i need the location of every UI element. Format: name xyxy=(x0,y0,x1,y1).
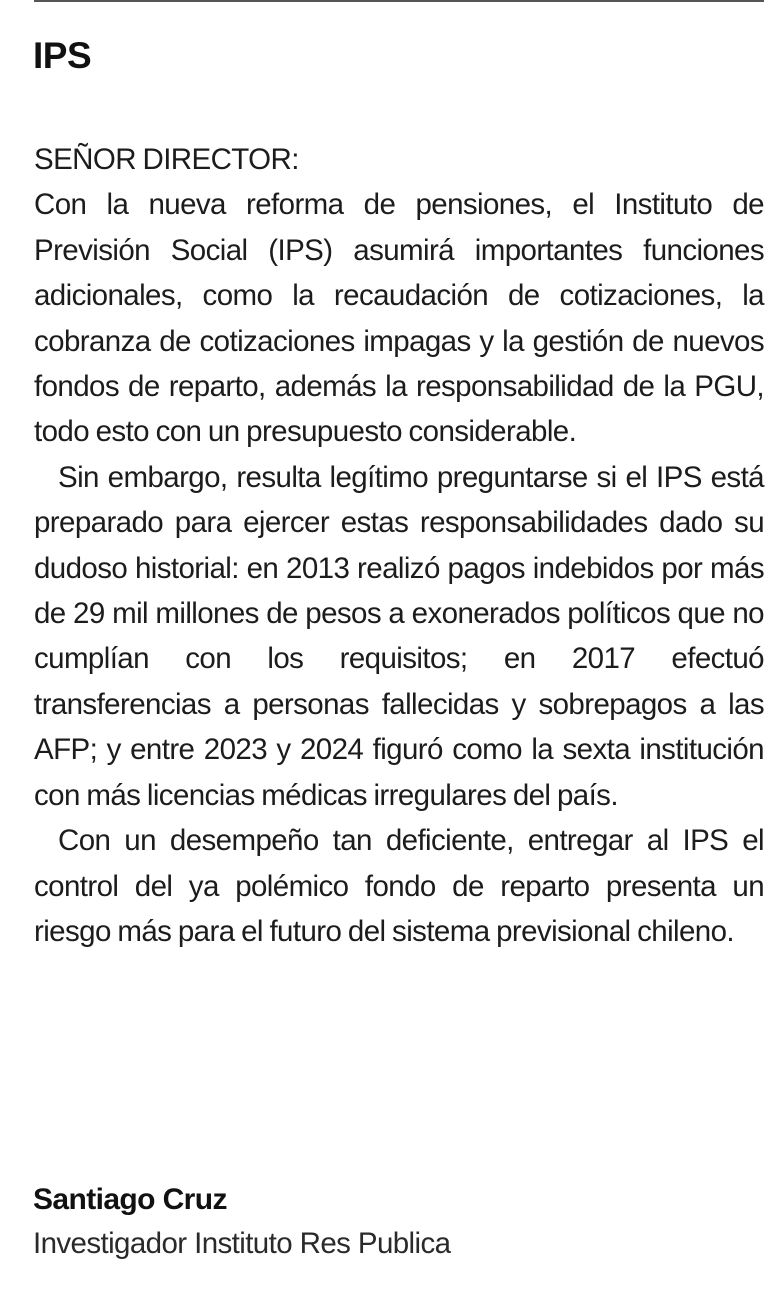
letter-heading: IPS xyxy=(33,35,92,76)
letter-salutation: SEÑOR DIRECTOR: xyxy=(34,143,299,176)
letter-signature xyxy=(33,1178,763,1266)
letter-paragraph-2: Sin embargo, resulta legítimo preguntarse si el IPS está preparado para ejercer estas responsabilidades dado su dudoso historial: en 2013 realizó pagos indebidos por más de 29 mil millones de pesos a exonerados políticos que no cumplían con los requisitos; en 2017 efectuó transferencias a personas fallecidas y sobrepagos a las AFP; y entre 2023 y 2024 figuró como la sexta institución con más licencias médicas irregulares del país. xyxy=(34,460,764,812)
letter-paragraph-1: Con la nueva reforma de pensiones, el Instituto de Previsión Social (IPS) asumirá importantes funciones adicionales, como la recaudación de cotizaciones, la cobranza de cotizaciones impagas y la gestión de nuevos fondos de reparto, además la responsabilidad de la PGU, todo esto con un presupuesto considerable. xyxy=(34,188,764,449)
author-name: Santiago Cruz xyxy=(33,1183,227,1216)
author-role: Investigador Instituto Res Publica xyxy=(33,1227,451,1260)
top-divider xyxy=(34,0,764,2)
letter-paragraph-3: Con un desempeño tan deficiente, entregar al IPS el control del ya polémico fondo de reparto presenta un riesgo más para el futuro del sistema previsional chileno. xyxy=(34,824,764,948)
letter-body xyxy=(34,137,764,954)
